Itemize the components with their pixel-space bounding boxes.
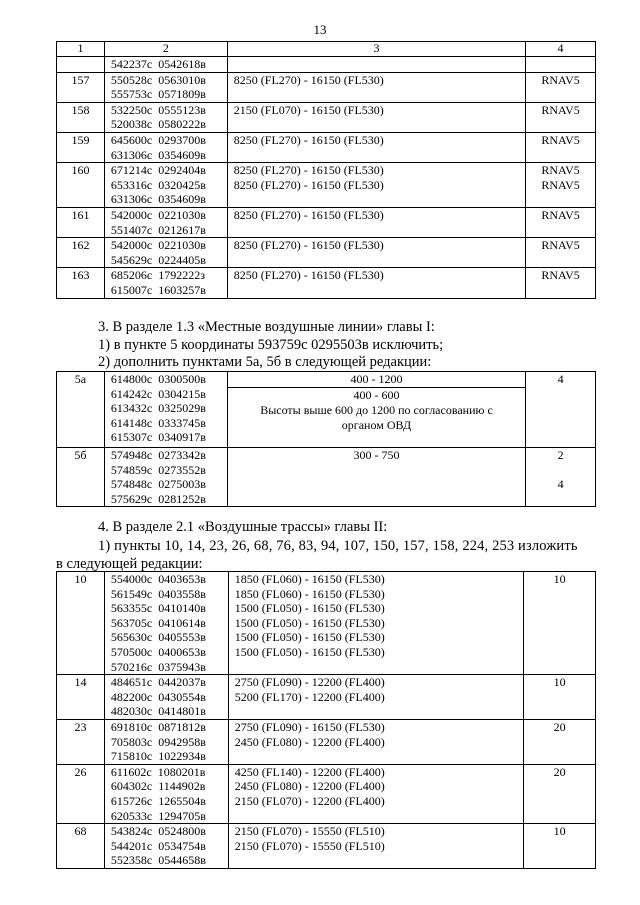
table1-header-3: 3 [227,42,525,57]
coordinate-pair: 551407с 0212617в [110,222,206,237]
level-range: 4250 (FL140) - 12200 (FL400) [234,764,385,779]
airway-table-1 [56,41,596,299]
value-cell [526,372,596,448]
coordinate-pair: 520038с 0580222в [110,117,206,132]
level-range: 2450 (FL080) - 12200 (FL400) [234,734,385,749]
row-number [57,57,105,73]
width-cell [524,824,596,869]
value: 4 [557,372,564,386]
table-row [57,207,596,237]
row-number: 68 [57,824,105,869]
coordinates-cell [104,372,227,448]
levels-cell [227,238,525,268]
coordinate-pair: 563705с 0410614в [110,615,206,630]
coordinate-pair: 554000с 0403653в [110,572,206,586]
coordinates-cell [104,719,228,764]
table-row [57,132,596,162]
nav-spec: RNAV5 [541,72,580,87]
coordinate-pair: 570500с 0400653в [110,644,206,659]
levels-cell [228,675,523,720]
coordinate-pair: 611602с 1080201в [110,764,206,779]
level-range: 2150 (FL070) - 12200 (FL400) [234,793,385,808]
table-row [57,72,596,102]
nav-spec: RNAV5 [541,207,580,222]
level-range: 5200 (FL170) - 12200 (FL400) [234,689,385,704]
width-cell [524,719,596,764]
coordinate-pair: 615007с 1603257в [110,282,206,297]
section4-item1: 1) пункты 10, 14, 23, 26, 68, 76, 83, 94, 107, 150, 157, 158, 224, 253 изложить [98,538,578,554]
section3-heading: 3. В разделе 1.3 «Местные воздушные линии» главы I: [98,319,435,335]
row-number: 5б [57,448,105,507]
nav-spec: RNAV5 [541,177,580,192]
coordinate-pair: 550528с 0563010в [110,72,206,87]
levels-cell [228,572,523,675]
level-range: 2750 (FL090) - 12200 (FL400) [234,675,385,690]
row-number: 163 [57,268,105,298]
nav-spec-cell [526,163,596,208]
level-range: 2150 (FL070) - 15550 (FL510) [234,824,385,839]
coordinate-pair: 484651с 0442037в [110,675,206,690]
row-number: 23 [57,719,105,764]
levels-cell [228,719,523,764]
coordinates-cell [104,57,227,73]
table-row [57,268,596,298]
table-row [57,824,596,869]
coordinate-pair: 604302с 1144902в [110,779,206,794]
table-row [57,675,596,720]
coordinate-pair: 574848с 0275003в [110,477,206,492]
width-cell [524,675,596,720]
coordinates-cell [104,675,228,720]
coordinates-cell [104,572,228,675]
width-value: 20 [553,764,566,779]
nav-spec: RNAV5 [541,238,580,253]
coordinate-pair: 574948с 0273342в [110,448,206,462]
coordinate-pair: 653316с 0320425в [110,177,206,192]
coordinate-pair: 631306с 0354609в [110,192,206,207]
width-cell [524,572,596,675]
level-range: 8250 (FL270) - 16150 (FL530) [233,72,384,87]
coordinates-cell [104,72,227,102]
width-value: 10 [553,824,566,839]
airway-table-2 [56,571,596,869]
coordinate-pair: 542000с 0221030в [110,207,206,222]
nav-spec: RNAV5 [541,102,580,117]
nav-spec: RNAV5 [541,163,580,178]
coordinate-pair: 545629с 0224405в [110,252,206,267]
nav-spec-cell [526,238,596,268]
coordinate-pair: 570216с 0375943в [110,659,206,674]
coordinate-pair: 555753с 0571809в [110,87,206,102]
coordinates-cell [104,163,227,208]
levels-cell [227,132,525,162]
table-row [57,102,596,132]
coordinates-cell [104,764,228,823]
value-cell [526,448,596,507]
table1-header-1: 1 [57,42,105,57]
table-row [57,719,596,764]
coordinates-cell [104,102,227,132]
coordinates-cell [104,132,227,162]
table-row [57,764,596,823]
level-range: 1500 (FL050) - 16150 (FL530) [234,644,385,659]
level-range: 1500 (FL050) - 16150 (FL530) [234,601,385,616]
level-range: 8250 (FL270) - 16150 (FL530) [233,163,384,178]
table1-header-4: 4 [526,42,596,57]
coordinate-pair: 542000с 0221030в [110,238,206,253]
row-number: 10 [57,572,105,675]
level-range: 400 - 1200 [350,372,403,386]
coordinate-pair: 615307с 0340917в [110,430,206,445]
levels-cell [227,268,525,298]
levels-cell [228,764,523,823]
value [529,463,592,478]
nav-spec: RNAV5 [541,132,580,147]
coordinates-cell [104,824,228,869]
nav-spec-cell [526,132,596,162]
level-range: 2750 (FL090) - 16150 (FL530) [234,719,385,734]
row-number: 5а [57,372,105,448]
coordinate-pair: 705803с 0942958в [110,734,206,749]
coordinate-pair: 552358с 0544658в [110,853,206,868]
level-range: 8250 (FL270) - 16150 (FL530) [233,238,384,253]
local-air-lines-table [56,371,596,507]
table-row [57,163,596,208]
section4-item1-cont: в следующей редакции: [56,556,203,572]
coordinates-cell [104,207,227,237]
coordinate-pair: 614148с 0333745в [110,415,206,430]
nav-spec-cell [526,72,596,102]
levels-cell [227,163,525,208]
coordinate-pair: 482200с 0430554в [110,689,206,704]
coordinate-pair: 620533с 1294705в [110,808,206,823]
table-row [57,372,596,448]
width-value: 20 [553,719,566,734]
levels-cell [227,72,525,102]
row-number: 161 [57,207,105,237]
coordinate-pair: 671214с 0292404в [110,163,206,178]
level-range: 300 - 750 [353,448,400,462]
coordinates-cell [104,268,227,298]
levels-cell [227,448,525,507]
coordinate-pair: 615726с 1265504в [110,793,206,808]
coordinate-pair: 614242с 0304215в [110,386,206,401]
nav-spec-cell [526,102,596,132]
levels-cell [227,207,525,237]
nav-spec-cell [526,268,596,298]
row-number: 162 [57,238,105,268]
coordinate-pair: 575629с 0281252в [110,491,206,506]
levels-cell [227,102,525,132]
nav-spec-cell [526,207,596,237]
coordinate-pair: 565630с 0405553в [110,630,206,645]
level-range: 1500 (FL050) - 16150 (FL530) [234,630,385,645]
width-value: 10 [553,572,566,586]
coordinate-pair: 542237с 0542618в [110,57,206,71]
coordinate-pair: 715810с 1022934в [110,749,206,764]
level-range: 2450 (FL080) - 12200 (FL400) [234,779,385,794]
level-range: 8250 (FL270) - 16150 (FL530) [233,207,384,222]
nav-spec-cell [526,57,596,73]
coordinates-cell [104,238,227,268]
level-range: 1850 (FL060) - 16150 (FL530) [234,572,385,586]
level-note: Высоты выше 600 до 1200 по согласованию с органом ОВД [260,403,493,432]
value: 2 [557,448,564,462]
table-row [57,448,596,507]
level-range: 2150 (FL070) - 15550 (FL510) [234,838,385,853]
table1-header-2: 2 [104,42,227,57]
coordinate-pair: 691810с 0871812в [110,719,206,734]
table-row [57,57,596,73]
coordinate-pair: 631306с 0354609в [110,147,206,162]
coordinate-pair: 574859с 0273552в [110,462,206,477]
levels-cell [227,57,525,73]
coordinate-pair: 532250с 0555123в [110,102,206,117]
coordinate-pair: 685206с 1792222з [110,268,205,283]
row-number: 14 [57,675,105,720]
level-range: 8250 (FL270) - 16150 (FL530) [233,177,384,192]
levels-cell [227,372,525,448]
level-range: 1850 (FL060) - 16150 (FL530) [234,586,385,601]
coordinate-pair: 563355с 0410140в [110,601,206,616]
coordinate-pair: 543824с 0524800в [110,824,206,839]
nav-spec: RNAV5 [541,268,580,283]
width-cell [524,764,596,823]
table-row [57,572,596,675]
coordinate-pair: 561549с 0403558в [110,586,206,601]
level-range: 8250 (FL270) - 16150 (FL530) [233,132,384,147]
row-number: 157 [57,72,105,102]
coordinates-cell [104,448,227,507]
coordinate-pair: 645600с 0293700в [110,132,206,147]
levels-cell [228,824,523,869]
page-number: 13 [313,22,327,37]
table-row [57,238,596,268]
level-range-sub: 400 - 600 [353,388,400,402]
row-number: 26 [57,764,105,823]
level-range: 1500 (FL050) - 16150 (FL530) [234,615,385,630]
coordinate-pair: 614800с 0300500в [110,372,206,386]
coordinate-pair: 544201с 0534754в [110,838,206,853]
row-number: 158 [57,102,105,132]
coordinate-pair: 613432с 0325029в [110,401,206,416]
level-range: 2150 (FL070) - 16150 (FL530) [233,102,384,117]
value: 4 [557,477,564,492]
section3-item2: 2) дополнить пунктами 5а, 5б в следующей редакции: [98,354,432,370]
section4-heading: 4. В разделе 2.1 «Воздушные трассы» главы II: [98,519,388,535]
row-number: 159 [57,132,105,162]
coordinate-pair: 482030с 0414801в [110,704,206,719]
width-value: 10 [553,675,566,690]
section3-item1: 1) в пункте 5 координаты 593759с 0295503в исключить; [98,337,444,353]
level-range: 8250 (FL270) - 16150 (FL530) [233,268,384,283]
row-number: 160 [57,163,105,208]
